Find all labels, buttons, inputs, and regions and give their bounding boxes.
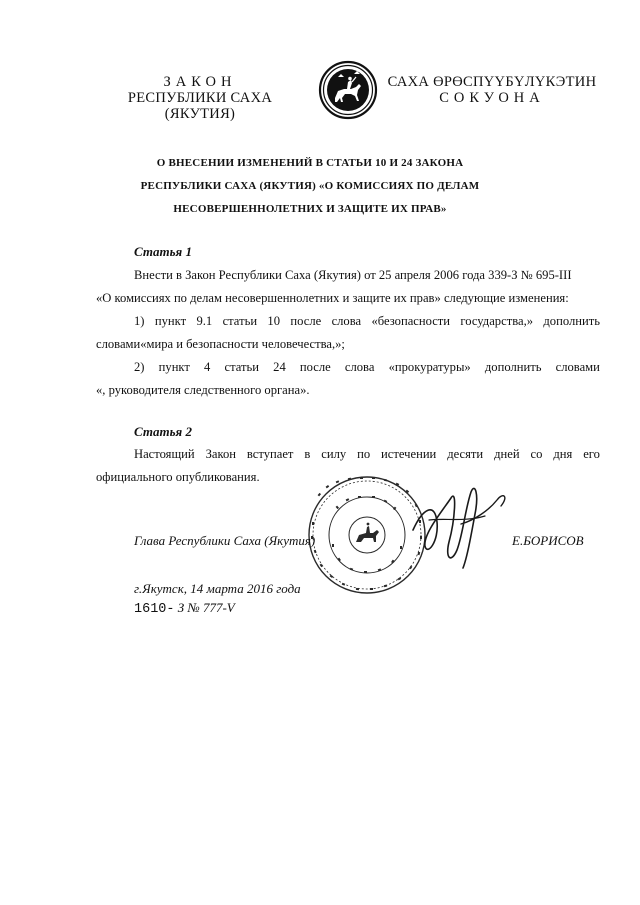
word: со <box>530 447 543 461</box>
handwritten-signature-icon <box>405 480 515 572</box>
word: 10 <box>267 314 281 328</box>
justified-line <box>96 356 600 379</box>
article-2-heading: Статья 2 <box>134 424 192 439</box>
justified-line <box>96 310 600 333</box>
word: дополнить <box>484 360 542 374</box>
header-left-line1: ЗАКОН <box>163 74 237 90</box>
signatory-role: Глава Республики Саха (Якутия) <box>134 533 316 548</box>
word: слова <box>331 314 362 328</box>
word: 24 <box>273 360 286 374</box>
title-line: О ВНЕСЕНИИ ИЗМЕНЕНИЙ В СТАТЬИ 10 И 24 ЗАКОНА <box>156 157 464 169</box>
coat-of-arms-icon <box>318 60 378 120</box>
text-line: «, руководителя следственного органа». <box>96 383 310 397</box>
title-line: НЕСОВЕРШЕННОЛЕТНИХ И ЗАЩИТЕ ИХ ПРАВ» <box>173 203 447 215</box>
article-1-intro <box>96 264 600 310</box>
word: после <box>290 314 322 328</box>
word: в <box>304 447 311 461</box>
text-line: Внести в Закон Республики Саха (Якутия) от 25 апреля 2006 года 339-З № 695-III <box>134 268 572 282</box>
text-line: словами«мира и безопасности человечества,»; <box>96 337 345 351</box>
word: Закон <box>205 447 236 461</box>
place-and-date: г.Якутск, 14 марта 2016 года <box>134 581 301 596</box>
law-number <box>134 600 235 617</box>
word: слова <box>344 360 375 374</box>
word: вступает <box>246 447 294 461</box>
word: дня <box>553 447 573 461</box>
title-line: РЕСПУБЛИКИ САХА (ЯКУТИЯ) «О КОМИССИЯХ ПО ДЕЛАМ <box>140 180 480 192</box>
word: статьи <box>222 314 258 328</box>
header-left-line2: РЕСПУБЛИКИ САХА (ЯКУТИЯ) <box>127 90 273 122</box>
text-line: «О комиссиях по делам несовершеннолетних и защите их прав» следующие изменения: <box>96 291 569 305</box>
word: силу <box>321 447 347 461</box>
header-right-line2: СОКУОНА <box>439 90 545 106</box>
justified-line <box>96 443 600 466</box>
word: его <box>583 447 600 461</box>
law-title <box>100 152 520 221</box>
header-left <box>92 74 308 122</box>
article-1-heading: Статья 1 <box>134 244 192 259</box>
word: государства,» <box>460 314 534 328</box>
word: после <box>299 360 331 374</box>
word: «безопасности <box>371 314 451 328</box>
word: 9.1 <box>196 314 213 328</box>
word: по <box>357 447 371 461</box>
signatory-name: Е.БОРИСОВ <box>512 533 584 548</box>
word: статьи <box>224 360 259 374</box>
word: дней <box>494 447 520 461</box>
word: Настоящий <box>134 447 195 461</box>
text-line: официального опубликования. <box>96 470 260 484</box>
word: дополнить <box>543 314 600 328</box>
word: 2) <box>134 360 145 374</box>
word: словами <box>555 360 600 374</box>
article-1-item-1 <box>96 310 600 356</box>
law-number-prefix: 1610- <box>134 602 175 617</box>
word: 4 <box>204 360 211 374</box>
word: десяти <box>447 447 484 461</box>
article-1-item-2 <box>96 356 600 402</box>
word: истечении <box>381 447 437 461</box>
law-number-rest: З № 777-V <box>174 600 235 615</box>
word: пункт <box>158 360 190 374</box>
word: пункт <box>154 314 187 328</box>
header-right-line1: САХА ӨРӨСПҮҮБҮЛҮКЭТИН <box>387 74 597 90</box>
header-right <box>386 74 598 106</box>
word: 1) <box>134 314 145 328</box>
word: «прокуратуры» <box>388 360 471 374</box>
